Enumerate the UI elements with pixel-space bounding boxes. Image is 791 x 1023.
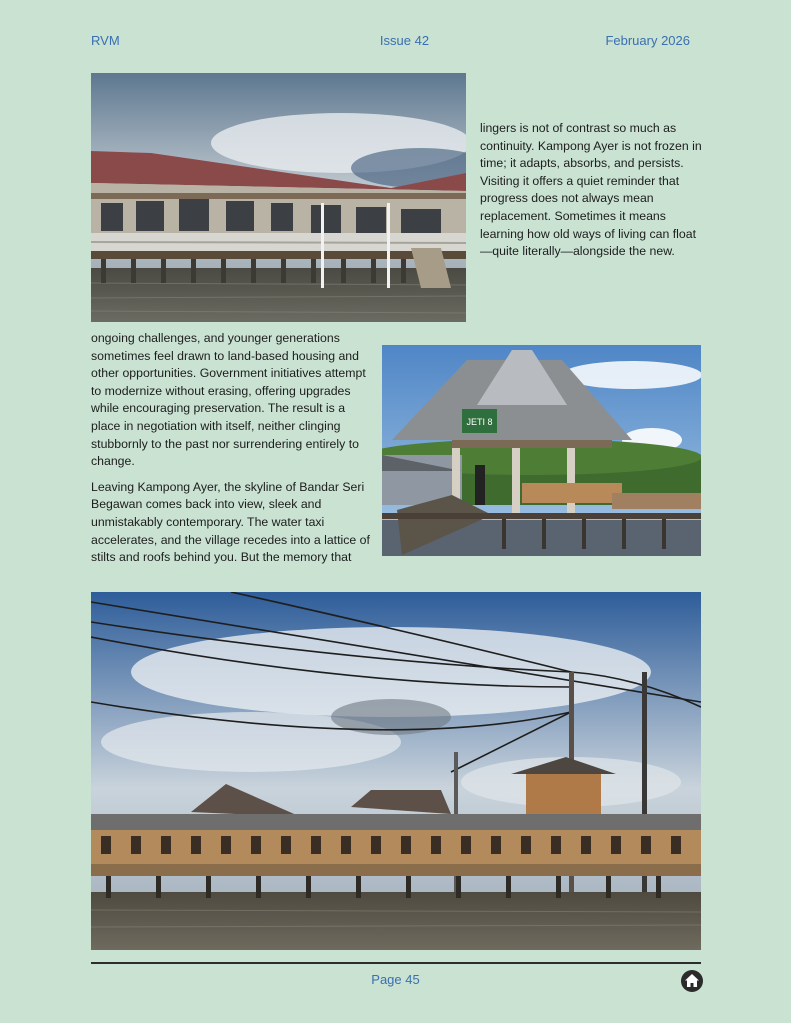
jetty-sign: JETI 8: [466, 417, 493, 427]
issue-date: February 2026: [605, 33, 690, 48]
page-number: Page 45: [371, 972, 420, 987]
article-text-top-right: [480, 120, 702, 269]
jetty-pavilion-photo: [382, 345, 701, 556]
paragraph: ongoing challenges, and younger generations sometimes feel drawn to land-based housing and other opportunities. Government initiatives attempt to modernize without erasing, offering upgrades while encouraging preservation. The result is a place in negotiation with itself, neither clinging stubbornly to the past nor surrendering entirely to change.: [91, 331, 366, 469]
publication-name: RVM: [91, 33, 120, 48]
paragraph: lingers is not of contrast so much as continuity. Kampong Ayer is not frozen in time; it adapts, absorbs, and persists. Visiting it offers a quiet reminder that progress does not always mean replacement. Sometimes it means learning how old ways of living can float—quite literally—alongside the new.: [480, 121, 702, 259]
article-text-mid-left: [91, 330, 374, 575]
home-icon[interactable]: [681, 970, 703, 992]
footer-divider: [91, 962, 701, 964]
paragraph: Leaving Kampong Ayer, the skyline of Bandar Seri Begawan comes back into view, sleek and unmistakably contemporary. The water taxi accelerates, and the village recedes into a lattice of stilts and roofs behind you. But the memory that: [91, 479, 370, 565]
stilt-house-photo: [91, 73, 466, 322]
issue-number: Issue 42: [379, 33, 430, 48]
water-village-terminal-photo: [91, 592, 701, 950]
